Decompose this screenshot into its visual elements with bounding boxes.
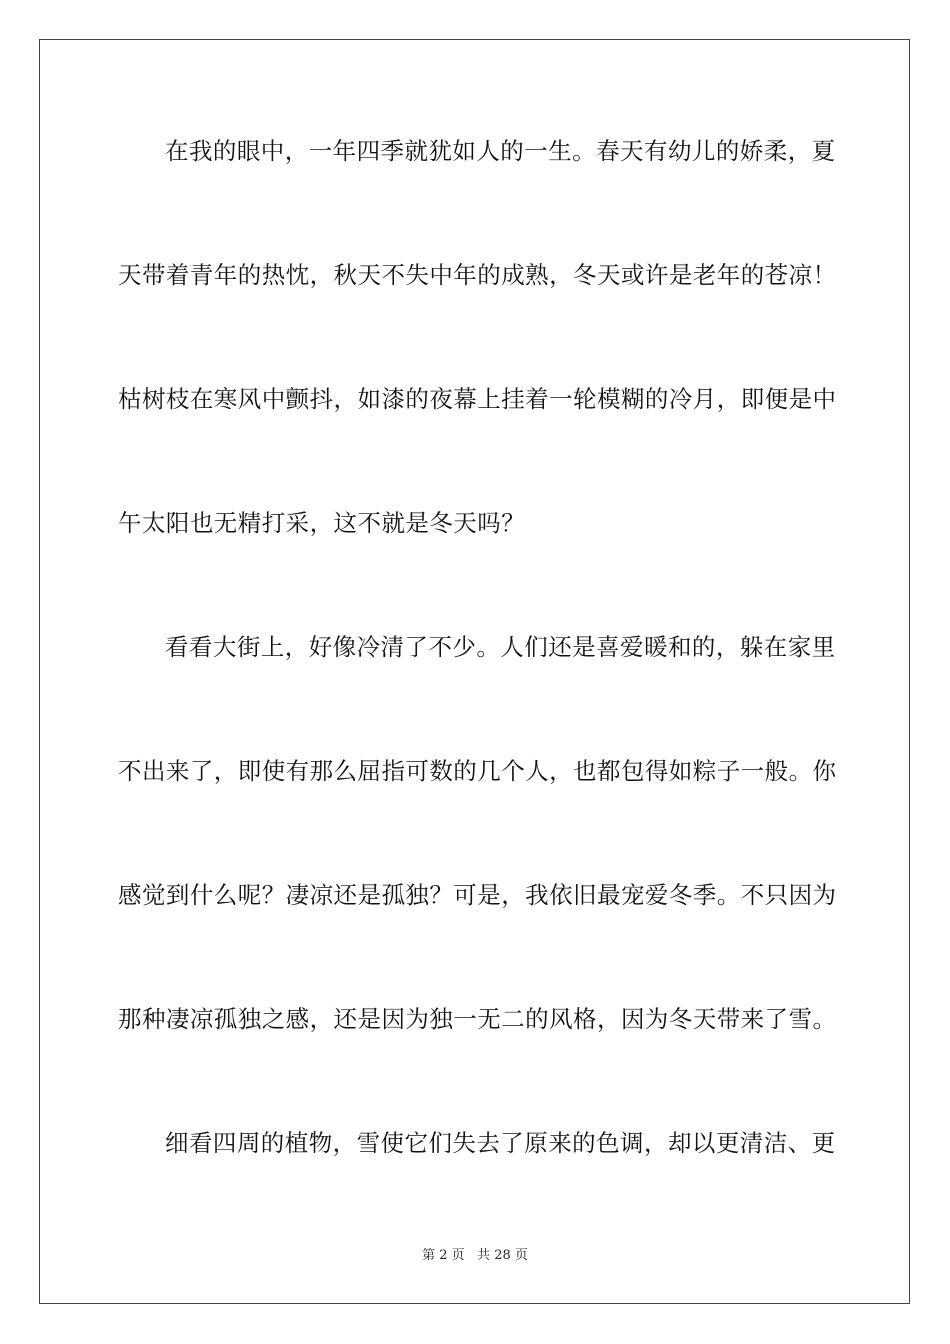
paragraph-line: 午太阳也无精打采，这不就是冬天吗？ xyxy=(118,509,526,537)
paragraph-line: 天带着青年的热忱，秋天不失中年的成熟，冬天或许是老年的苍凉！ xyxy=(118,261,837,289)
paragraph-line: 在我的眼中，一年四季就犹如人的一生。春天有幼儿的娇柔，夏 xyxy=(165,137,836,165)
paragraph-line: 不出来了，即使有那么屈指可数的几个人，也都包得如粽子一般。你 xyxy=(118,757,837,785)
page-number-footer: 第 2 页 共 28 页 xyxy=(422,1248,528,1263)
paragraph-line: 感觉到什么呢？凄凉还是孤独？可是，我依旧最宠爱冬季。不只因为 xyxy=(118,881,837,909)
paragraph-line: 枯树枝在寒风中颤抖，如漆的夜幕上挂着一轮模糊的冷月，即便是中 xyxy=(118,385,837,413)
paragraph-line: 那种凄凉孤独之感，还是因为独一无二的风格，因为冬天带来了雪。 xyxy=(118,1005,837,1033)
paragraph-line: 细看四周的植物，雪使它们失去了原来的色调，却以更清洁、更 xyxy=(165,1129,836,1157)
paragraph-line: 看看大街上，好像冷清了不少。人们还是喜爱暖和的，躲在家里 xyxy=(165,633,836,661)
document-body xyxy=(118,133,837,1249)
